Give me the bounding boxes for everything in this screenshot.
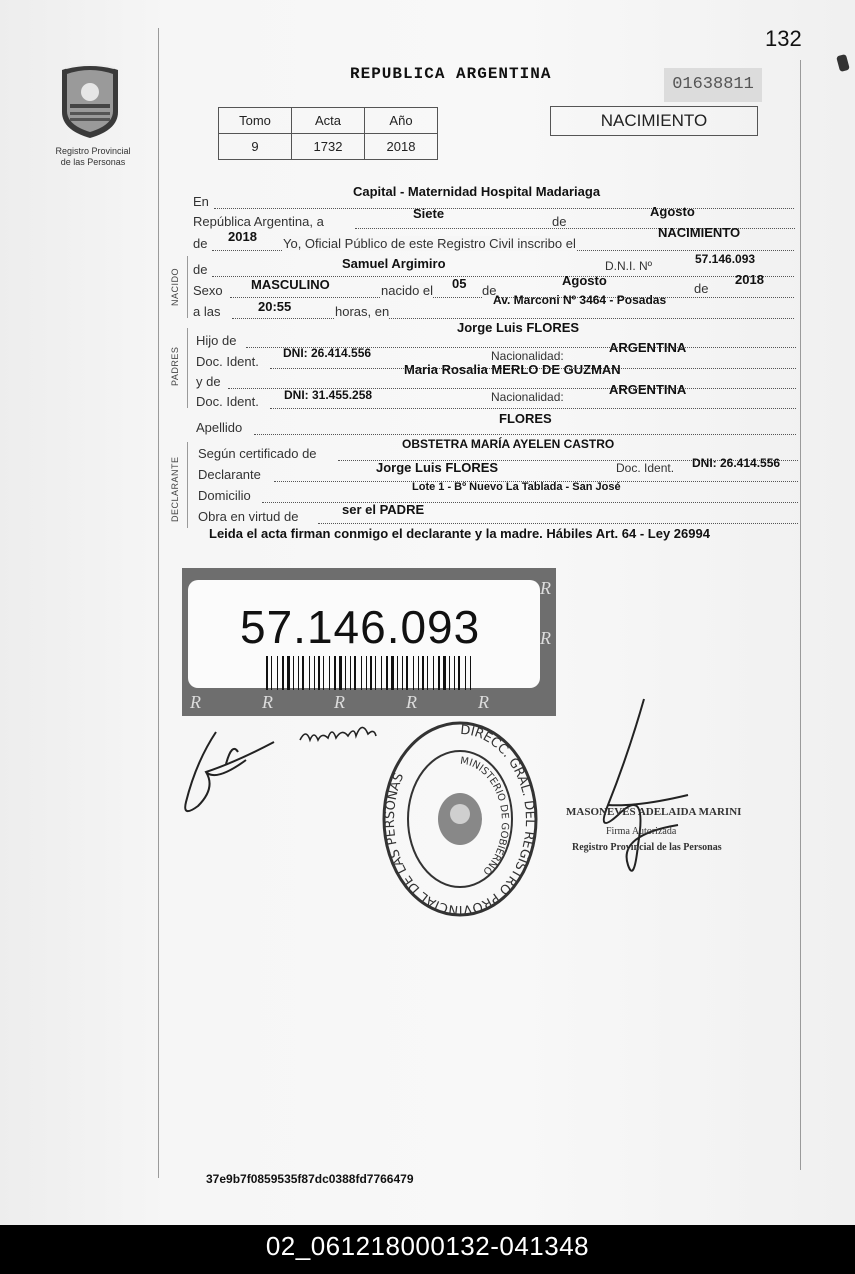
obra-value: ser el PADRE bbox=[342, 502, 425, 517]
sticker-r-mark: R bbox=[334, 692, 345, 712]
registry-caption-line2: de las Personas bbox=[60, 157, 126, 167]
barcode-bar bbox=[449, 656, 450, 690]
barcode-bar bbox=[375, 656, 376, 690]
barcode-bar bbox=[329, 656, 330, 690]
en-value: Capital - Maternidad Hospital Madariaga bbox=[353, 184, 601, 199]
father-nat-label: Nacionalidad: bbox=[491, 349, 564, 363]
register-header-anio: Año bbox=[365, 108, 438, 134]
segun-label: Según certificado de bbox=[198, 446, 317, 461]
inscribe-value: NACIMIENTO bbox=[658, 225, 741, 240]
dni-sticker-label bbox=[188, 580, 540, 688]
barcode-bar bbox=[334, 656, 336, 690]
birth-year: 2018 bbox=[735, 272, 764, 287]
month-value: Agosto bbox=[650, 204, 695, 219]
sexo-value: MASCULINO bbox=[251, 277, 330, 292]
birth-de-label: de bbox=[482, 283, 497, 298]
barcode-bar bbox=[318, 656, 320, 690]
birth-day: 05 bbox=[452, 276, 467, 291]
barcode-bar bbox=[309, 656, 310, 690]
mother-doc: DNI: 31.455.258 bbox=[284, 388, 373, 402]
barcode-bar bbox=[470, 656, 471, 690]
barcode-bar bbox=[314, 656, 315, 690]
official-signature bbox=[578, 695, 698, 885]
barcode-bar bbox=[266, 656, 268, 690]
de2-label: de bbox=[193, 236, 208, 251]
sticker-r-mark: R bbox=[262, 692, 273, 712]
right-margin-line bbox=[800, 60, 801, 1170]
child-name: Samuel Argimiro bbox=[342, 256, 446, 271]
father-doc: DNI: 26.414.556 bbox=[283, 346, 372, 360]
birth-place: Av. Marconi Nº 3464 - Posadas bbox=[493, 293, 667, 307]
register-header-row bbox=[219, 108, 438, 134]
barcode-bar bbox=[271, 656, 272, 690]
barcode-bar bbox=[302, 656, 304, 690]
barcode-bar bbox=[282, 656, 284, 690]
barcode-bar bbox=[418, 656, 419, 690]
section-label-declarante: DECLARANTE bbox=[170, 456, 180, 522]
barcode-bar bbox=[433, 656, 434, 690]
section-line-declarante bbox=[187, 442, 188, 528]
mother-signature bbox=[296, 718, 380, 752]
barcode-bar bbox=[422, 656, 424, 690]
register-header-acta: Acta bbox=[292, 108, 365, 134]
serial-number: 01638811 bbox=[664, 68, 762, 102]
barcode-bar bbox=[287, 656, 290, 690]
certificado-value: OBSTETRA MARÍA AYELEN CASTRO bbox=[402, 437, 615, 451]
de-label: de bbox=[552, 214, 567, 229]
barcode-bar bbox=[323, 656, 324, 690]
father-name: Jorge Luis FLORES bbox=[457, 320, 580, 335]
barcode-bar bbox=[454, 656, 455, 690]
section-label-padres: PADRES bbox=[170, 346, 180, 386]
barcode-bar bbox=[406, 656, 408, 690]
legal-note: Leida el acta firman conmigo el declarante y la madre. Hábiles Art. 64 - Ley 26994 bbox=[209, 526, 710, 541]
father-doc-label: Doc. Ident. bbox=[196, 354, 259, 369]
register-value-anio: 2018 bbox=[365, 134, 438, 160]
barcode-bar bbox=[298, 656, 299, 690]
a-las-label: a las bbox=[193, 304, 221, 319]
sticker-r-mark: R bbox=[478, 692, 489, 712]
republica-label: República Argentina, a bbox=[193, 214, 324, 229]
sticker-dni-number: 57.146.093 bbox=[240, 601, 481, 653]
day-word: Siete bbox=[413, 206, 445, 221]
scan-id-footer: 02_061218000132-041348 bbox=[0, 1225, 855, 1274]
document-hash: 37e9b7f0859535f87dc0388fd7766479 bbox=[206, 1172, 414, 1186]
sexo-label: Sexo bbox=[193, 283, 223, 298]
barcode-bar bbox=[458, 656, 460, 690]
official-office: Registro Provincial de las Personas bbox=[572, 842, 722, 853]
section-line-padres bbox=[187, 328, 188, 408]
left-margin-line bbox=[158, 28, 159, 1178]
birth-month: Agosto bbox=[562, 273, 607, 288]
official-seal-icon bbox=[381, 720, 539, 918]
barcode-bar bbox=[339, 656, 342, 690]
barcode-bar bbox=[345, 656, 346, 690]
barcode-bar bbox=[386, 656, 388, 690]
barcode-bar bbox=[370, 656, 372, 690]
registry-caption-line1: Registro Provincial bbox=[55, 146, 131, 156]
barcode-bar bbox=[402, 656, 403, 690]
barcode-bar bbox=[391, 656, 394, 690]
declarant-signature bbox=[176, 722, 282, 822]
domicilio-value: Lote 1 - Bº Nuevo La Tablada - San José bbox=[412, 481, 621, 493]
official-role: Firma Autorizada bbox=[606, 826, 677, 837]
barcode-bar bbox=[361, 656, 362, 690]
birth-time: 20:55 bbox=[258, 299, 292, 314]
barcode-bar bbox=[443, 656, 446, 690]
horas-en-label: horas, en bbox=[335, 304, 390, 319]
sticker-r-mark: R bbox=[540, 578, 551, 598]
declarante-doc-label: Doc. Ident. bbox=[616, 461, 675, 475]
father-nationality: ARGENTINA bbox=[609, 340, 687, 355]
declarante-name: Jorge Luis FLORES bbox=[376, 460, 499, 475]
barcode-bar bbox=[438, 656, 440, 690]
register-value-tomo: 9 bbox=[219, 134, 292, 160]
apellido-value: FLORES bbox=[499, 411, 552, 426]
en-label: En bbox=[193, 194, 209, 209]
hijo-de-label: Hijo de bbox=[196, 333, 237, 348]
nacido-de-label: de bbox=[193, 262, 208, 277]
record-type-box: NACIMIENTO bbox=[550, 106, 758, 136]
barcode-bar bbox=[350, 656, 351, 690]
mother-nationality: ARGENTINA bbox=[609, 382, 687, 397]
barcode-bar bbox=[354, 656, 356, 690]
barcode-bar bbox=[366, 656, 367, 690]
barcode-bar bbox=[427, 656, 428, 690]
official-name: MASONEVES ADELAIDA MARINI bbox=[566, 806, 742, 818]
province-emblem-icon bbox=[56, 62, 124, 140]
register-value-row bbox=[219, 134, 438, 160]
yo-label: Yo, Oficial Público de este Registro Civil inscribo el bbox=[283, 236, 576, 251]
y-de-label: y de bbox=[196, 374, 221, 389]
barcode-icon bbox=[266, 656, 474, 690]
section-line-nacido bbox=[187, 256, 188, 318]
birth-de-label2: de bbox=[694, 281, 709, 296]
barcode-bar bbox=[413, 656, 414, 690]
mother-doc-label: Doc. Ident. bbox=[196, 394, 259, 409]
year-value: 2018 bbox=[228, 229, 257, 244]
obra-label: Obra en virtud de bbox=[198, 509, 299, 524]
registry-caption bbox=[38, 146, 148, 168]
barcode-bar bbox=[465, 656, 466, 690]
sticker-r-mark: R bbox=[540, 628, 551, 648]
nacido-el-label: nacido el bbox=[381, 283, 434, 298]
register-value-acta: 1732 bbox=[292, 134, 365, 160]
mother-nat-label: Nacionalidad: bbox=[491, 390, 564, 404]
document-title: REPUBLICA ARGENTINA bbox=[350, 65, 552, 83]
corner-mark bbox=[836, 54, 850, 72]
section-label-nacido: NACIDO bbox=[170, 267, 180, 306]
barcode-bar bbox=[397, 656, 398, 690]
mother-name: Maria Rosalia MERLO DE GUZMAN bbox=[404, 362, 621, 377]
dni-sticker bbox=[182, 568, 556, 716]
sticker-r-mark: R bbox=[406, 692, 417, 712]
barcode-bar bbox=[381, 656, 382, 690]
apellido-label: Apellido bbox=[196, 420, 243, 435]
sticker-r-mark: R bbox=[190, 692, 201, 712]
dni-label: D.N.I. Nº bbox=[605, 259, 653, 273]
register-header-tomo: Tomo bbox=[219, 108, 292, 134]
register-table bbox=[218, 107, 438, 160]
declarante-doc: DNI: 26.414.556 bbox=[692, 456, 781, 470]
child-dni: 57.146.093 bbox=[695, 252, 756, 266]
barcode-bar bbox=[277, 656, 278, 690]
declarante-label: Declarante bbox=[198, 467, 261, 482]
domicilio-label: Domicilio bbox=[198, 488, 251, 503]
page-number: 132 bbox=[765, 26, 802, 51]
barcode-bar bbox=[293, 656, 294, 690]
seal-inner-text: MINISTERIO DE GOBIERNO bbox=[459, 755, 511, 877]
seal-outer-text: DIRECC. GRAL. DEL REGISTRO PROVINCIAL DE LAS PERSONAS bbox=[382, 722, 538, 918]
